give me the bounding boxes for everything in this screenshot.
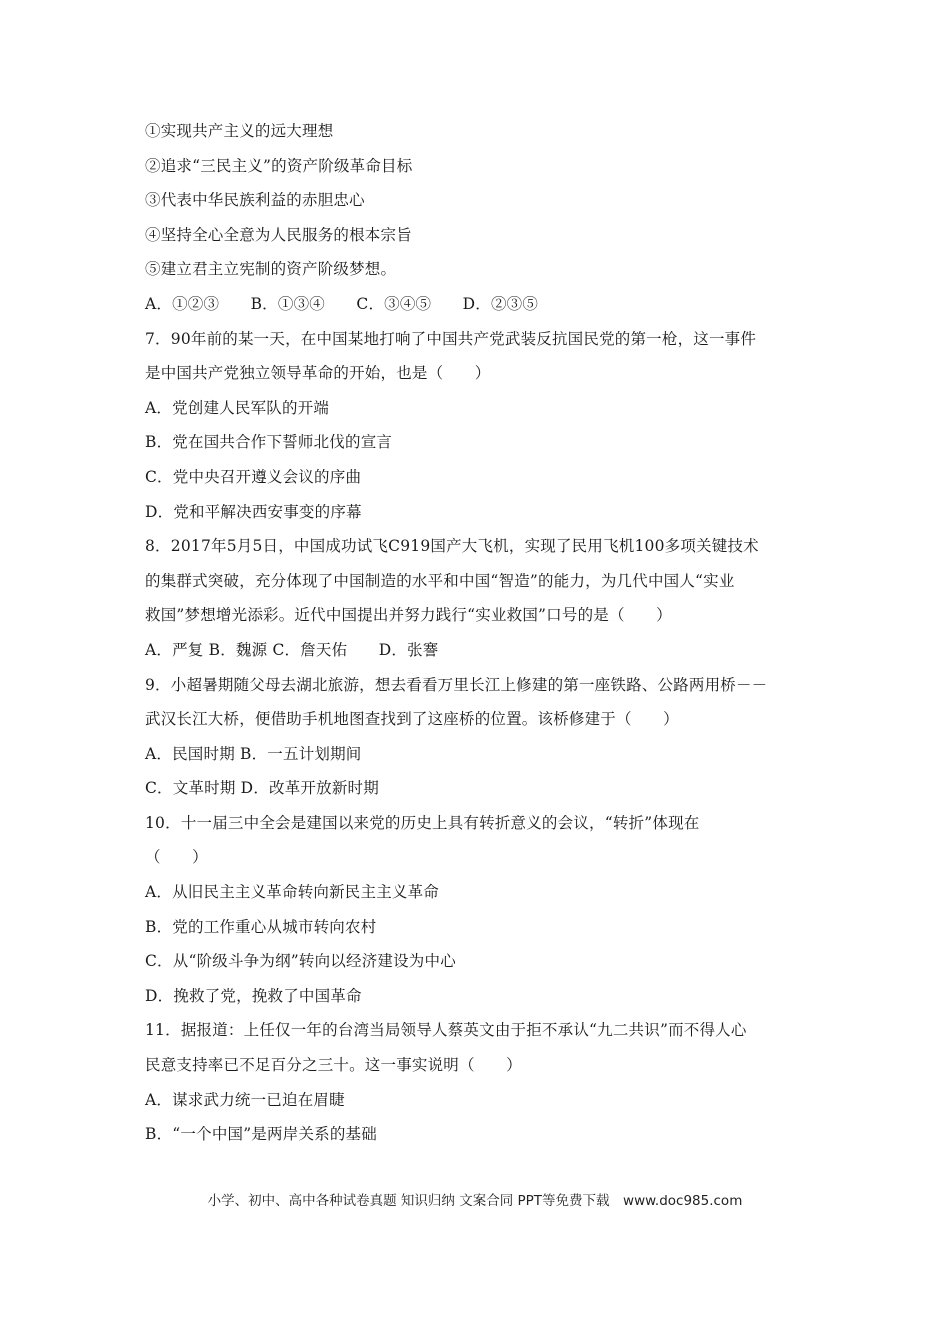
- q6-choices: A．①②③ B．①③④ C．③④⑤ D．②③⑤: [145, 294, 539, 313]
- q7-option-b: B．党在国共合作下誓师北伐的宣言: [145, 433, 393, 452]
- q7-option-c: C．党中央召开遵义会议的序曲: [145, 467, 362, 486]
- q7-stem-line-1: 7．90年前的某一天，在中国某地打响了中国共产党武装反抗国民党的第一枪，这一事件: [145, 329, 757, 348]
- q10-stem-line-2: （ ）: [145, 848, 208, 867]
- question-content: [145, 114, 810, 1152]
- q6-option-5: ⑤建立君主立宪制的资产阶级梦想。: [145, 260, 397, 279]
- q9-stem-line-2: 武汉长江大桥，便借助手机地图查找到了这座桥的位置。该桥修建于（ ）: [145, 710, 679, 729]
- q8-stem-line-2: 的集群式突破，充分体现了中国制造的水平和中国“智造”的能力，为几代中国人“实业: [145, 571, 735, 590]
- page-footer: 小学、初中、高中各种试卷真题 知识归纳 文案合同 PPT等免费下载 www.doc985.com: [207, 1193, 743, 1209]
- q11-stem-line-1: 11．据报道：上任仅一年的台湾当局领导人蔡英文由于拒不承认“九二共识”而不得人心: [145, 1021, 747, 1040]
- q11-option-b: B．“一个中国”是两岸关系的基础: [145, 1125, 377, 1144]
- q10-option-d: D．挽救了党，挽救了中国革命: [145, 986, 362, 1005]
- q7-option-a: A．党创建人民军队的开端: [145, 398, 330, 417]
- q8-stem-line-3: 救国”梦想增光添彩。近代中国提出并努力践行“实业救国”口号的是（ ）: [145, 606, 672, 625]
- q6-option-2: ②追求“三民主义”的资产阶级革命目标: [145, 156, 413, 175]
- q8-stem-line-1: 8．2017年5月5日，中国成功试飞C919国产大飞机，实现了民用飞机100多项关键技术: [145, 537, 759, 556]
- q6-option-3: ③代表中华民族利益的赤胆忠心: [145, 191, 365, 210]
- q7-option-d: D．党和平解决西安事变的序幕: [145, 502, 362, 521]
- q8-choices: A．严复 B．魏源 C．詹天佑 D．张謇: [145, 640, 439, 659]
- q11-option-a: A．谋求武力统一已迫在眉睫: [145, 1090, 345, 1109]
- q9-choices-line-1: A．民国时期 B．一五计划期间: [145, 744, 362, 763]
- q6-option-4: ④坚持全心全意为人民服务的根本宗旨: [145, 225, 412, 244]
- q10-stem-line-1: 10．十一届三中全会是建国以来党的历史上具有转折意义的会议，“转折”体现在: [145, 813, 700, 832]
- q10-option-b: B．党的工作重心从城市转向农村: [145, 917, 377, 936]
- q7-stem-line-2: 是中国共产党独立领导革命的开始，也是（ ）: [145, 364, 491, 383]
- q10-option-c: C．从“阶级斗争为纲”转向以经济建设为中心: [145, 952, 456, 971]
- q10-option-a: A．从旧民主主义革命转向新民主主义革命: [145, 883, 439, 902]
- q9-choices-line-2: C．文革时期 D．改革开放新时期: [145, 779, 379, 798]
- q9-stem-line-1: 9．小超暑期随父母去湖北旅游，想去看看万里长江上修建的第一座铁路、公路两用桥－－: [145, 675, 768, 694]
- q11-stem-line-2: 民意支持率已不足百分之三十。这一事实说明（ ）: [145, 1056, 522, 1075]
- q6-option-1: ①实现共产主义的远大理想: [145, 122, 334, 140]
